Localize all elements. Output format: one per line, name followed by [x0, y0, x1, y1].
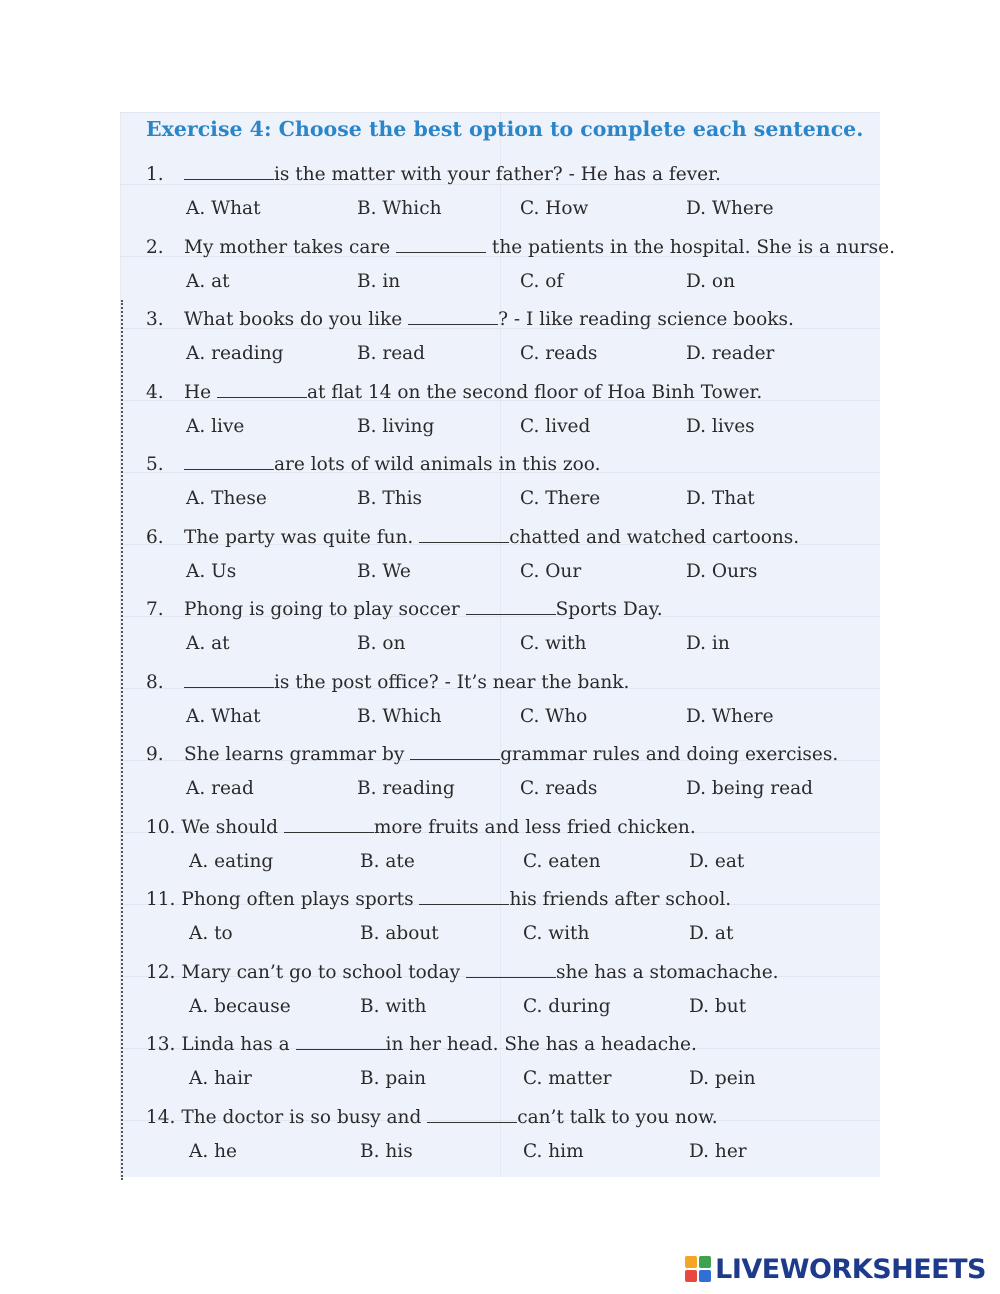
- option-d[interactable]: D. eat: [689, 851, 745, 872]
- answer-blank[interactable]: [184, 671, 274, 688]
- option-a[interactable]: A. at: [186, 633, 230, 654]
- logo-tile: [699, 1270, 711, 1282]
- option-a[interactable]: A. What: [186, 706, 261, 727]
- option-c[interactable]: C. with: [523, 923, 590, 944]
- option-d[interactable]: D. Where: [686, 706, 774, 727]
- question-12: [146, 961, 779, 983]
- option-d[interactable]: D. but: [689, 996, 747, 1017]
- option-b[interactable]: B. reading: [357, 778, 455, 799]
- question-text-before: Phong is going to play soccer: [184, 599, 466, 620]
- option-a[interactable]: A. live: [186, 416, 245, 437]
- option-c[interactable]: C. with: [520, 633, 587, 654]
- question-number: 4.: [146, 382, 164, 403]
- answer-blank[interactable]: [466, 961, 556, 978]
- question-text-after: ? - I like reading science books.: [498, 309, 794, 330]
- option-c[interactable]: C. of: [520, 271, 564, 292]
- question-number: 1.: [146, 164, 164, 185]
- question-13: [146, 1033, 697, 1055]
- option-b[interactable]: B. in: [357, 271, 401, 292]
- question-1: [146, 163, 721, 185]
- question-text-before: My mother takes care: [184, 237, 397, 258]
- option-a[interactable]: A. read: [186, 778, 254, 799]
- answer-blank[interactable]: [410, 743, 500, 760]
- option-a[interactable]: A. These: [186, 488, 267, 509]
- question-text-before: The doctor is so busy and: [181, 1107, 428, 1128]
- option-a[interactable]: A. What: [186, 198, 261, 219]
- question-11: [146, 888, 731, 910]
- logo-tile: [699, 1256, 711, 1268]
- question-text-after: grammar rules and doing exercises.: [500, 744, 839, 765]
- question-text-before: Phong often plays sports: [181, 889, 420, 910]
- option-b[interactable]: B. read: [357, 343, 426, 364]
- answer-blank[interactable]: [427, 1106, 517, 1123]
- question-number: 11.: [146, 889, 176, 910]
- option-c[interactable]: C. Who: [520, 706, 588, 727]
- question-text-before: He: [184, 382, 217, 403]
- option-b[interactable]: B. We: [357, 561, 411, 582]
- page-edge-divider: [121, 300, 123, 1180]
- question-text-after: chatted and watched cartoons.: [509, 527, 800, 548]
- question-text-after: Sports Day.: [555, 599, 663, 620]
- answer-blank[interactable]: [184, 163, 274, 180]
- option-b[interactable]: B. living: [357, 416, 435, 437]
- question-2: [146, 236, 895, 258]
- option-c[interactable]: C. How: [520, 198, 589, 219]
- question-5: [146, 453, 600, 475]
- question-number: 6.: [146, 527, 164, 548]
- question-text-after: is the post office? - It’s near the bank.: [274, 672, 630, 693]
- option-c[interactable]: C. reads: [520, 778, 598, 799]
- option-a[interactable]: A. reading: [186, 343, 284, 364]
- option-c[interactable]: C. There: [520, 488, 601, 509]
- answer-blank[interactable]: [419, 888, 509, 905]
- option-c[interactable]: C. him: [523, 1141, 584, 1162]
- option-c[interactable]: C. lived: [520, 416, 591, 437]
- option-d[interactable]: D. pein: [689, 1068, 756, 1089]
- option-d[interactable]: D. Ours: [686, 561, 758, 582]
- answer-blank[interactable]: [466, 598, 556, 615]
- option-c[interactable]: C. matter: [523, 1068, 612, 1089]
- option-d[interactable]: D. reader: [686, 343, 775, 364]
- option-a[interactable]: A. at: [186, 271, 230, 292]
- question-text-after: can’t talk to you now.: [517, 1107, 718, 1128]
- option-a[interactable]: A. eating: [189, 851, 274, 872]
- logo-tile: [685, 1256, 697, 1268]
- option-d[interactable]: D. being read: [686, 778, 813, 799]
- option-b[interactable]: B. Which: [357, 198, 442, 219]
- option-a[interactable]: A. he: [189, 1141, 237, 1162]
- option-a[interactable]: A. to: [189, 923, 233, 944]
- question-number: 13.: [146, 1034, 176, 1055]
- answer-blank[interactable]: [217, 381, 307, 398]
- logo-icon: [685, 1256, 711, 1282]
- answer-blank[interactable]: [296, 1033, 386, 1050]
- question-10: [146, 816, 696, 838]
- option-c[interactable]: C. Our: [520, 561, 582, 582]
- option-b[interactable]: B. pain: [360, 1068, 427, 1089]
- option-c[interactable]: C. reads: [520, 343, 598, 364]
- question-text-after: at flat 14 on the second floor of Hoa Binh Tower.: [306, 382, 763, 403]
- option-d[interactable]: D. at: [689, 923, 734, 944]
- question-text-before: Mary can’t go to school today: [181, 962, 467, 983]
- question-4: [146, 381, 762, 403]
- answer-blank[interactable]: [419, 526, 509, 543]
- question-text-after: the patients in the hospital. She is a nurse.: [486, 237, 895, 258]
- question-7: [146, 598, 663, 620]
- question-number: 7.: [146, 599, 164, 620]
- question-text-before: We should: [181, 817, 284, 838]
- option-d[interactable]: D. her: [689, 1141, 747, 1162]
- question-number: 2.: [146, 237, 164, 258]
- option-c[interactable]: C. eaten: [523, 851, 601, 872]
- exercise-title: Exercise 4: Choose the best option to complete each sentence.: [146, 117, 864, 141]
- question-text-after: are lots of wild animals in this zoo.: [274, 454, 601, 475]
- question-text-after: more fruits and less fried chicken.: [373, 817, 696, 838]
- option-b[interactable]: B. ate: [360, 851, 415, 872]
- option-c[interactable]: C. during: [523, 996, 611, 1017]
- answer-blank[interactable]: [408, 308, 498, 325]
- question-text-before: The party was quite fun.: [184, 527, 420, 548]
- answer-blank[interactable]: [396, 236, 486, 253]
- question-number: 5.: [146, 454, 164, 475]
- question-text-after: she has a stomachache.: [556, 962, 779, 983]
- question-text-after: his friends after school.: [509, 889, 732, 910]
- question-8: [146, 671, 629, 693]
- logo-text: LIVEWORKSHEETS: [715, 1253, 986, 1285]
- question-text-after: is the matter with your father? - He has a fever.: [274, 164, 721, 185]
- option-b[interactable]: B. This: [357, 488, 423, 509]
- worksheet-page: [120, 112, 880, 1177]
- answer-blank[interactable]: [184, 453, 274, 470]
- option-d[interactable]: D. That: [686, 488, 755, 509]
- question-6: [146, 526, 799, 548]
- option-b[interactable]: B. his: [360, 1141, 413, 1162]
- option-d[interactable]: D. lives: [686, 416, 755, 437]
- question-number: 3.: [146, 309, 164, 330]
- question-number: 8.: [146, 672, 164, 693]
- question-3: [146, 308, 794, 330]
- option-b[interactable]: B. Which: [357, 706, 442, 727]
- question-number: 9.: [146, 744, 164, 765]
- logo-tile: [685, 1270, 697, 1282]
- question-number: 12.: [146, 962, 176, 983]
- answer-blank[interactable]: [284, 816, 374, 833]
- question-text-before: She learns grammar by: [184, 744, 411, 765]
- liveworksheets-logo[interactable]: [685, 1252, 986, 1286]
- option-d[interactable]: D. in: [686, 633, 730, 654]
- option-d[interactable]: D. Where: [686, 198, 774, 219]
- question-text-after: in her head. She has a headache.: [385, 1034, 697, 1055]
- question-number: 10.: [146, 817, 176, 838]
- option-a[interactable]: A. Us: [186, 561, 237, 582]
- option-b[interactable]: B. with: [360, 996, 427, 1017]
- option-a[interactable]: A. because: [189, 996, 291, 1017]
- option-b[interactable]: B. on: [357, 633, 406, 654]
- question-text-before: What books do you like: [184, 309, 409, 330]
- option-d[interactable]: D. on: [686, 271, 735, 292]
- question-text-before: Linda has a: [181, 1034, 296, 1055]
- question-9: [146, 743, 838, 765]
- question-14: [146, 1106, 718, 1128]
- option-b[interactable]: B. about: [360, 923, 439, 944]
- option-a[interactable]: A. hair: [189, 1068, 252, 1089]
- question-number: 14.: [146, 1107, 176, 1128]
